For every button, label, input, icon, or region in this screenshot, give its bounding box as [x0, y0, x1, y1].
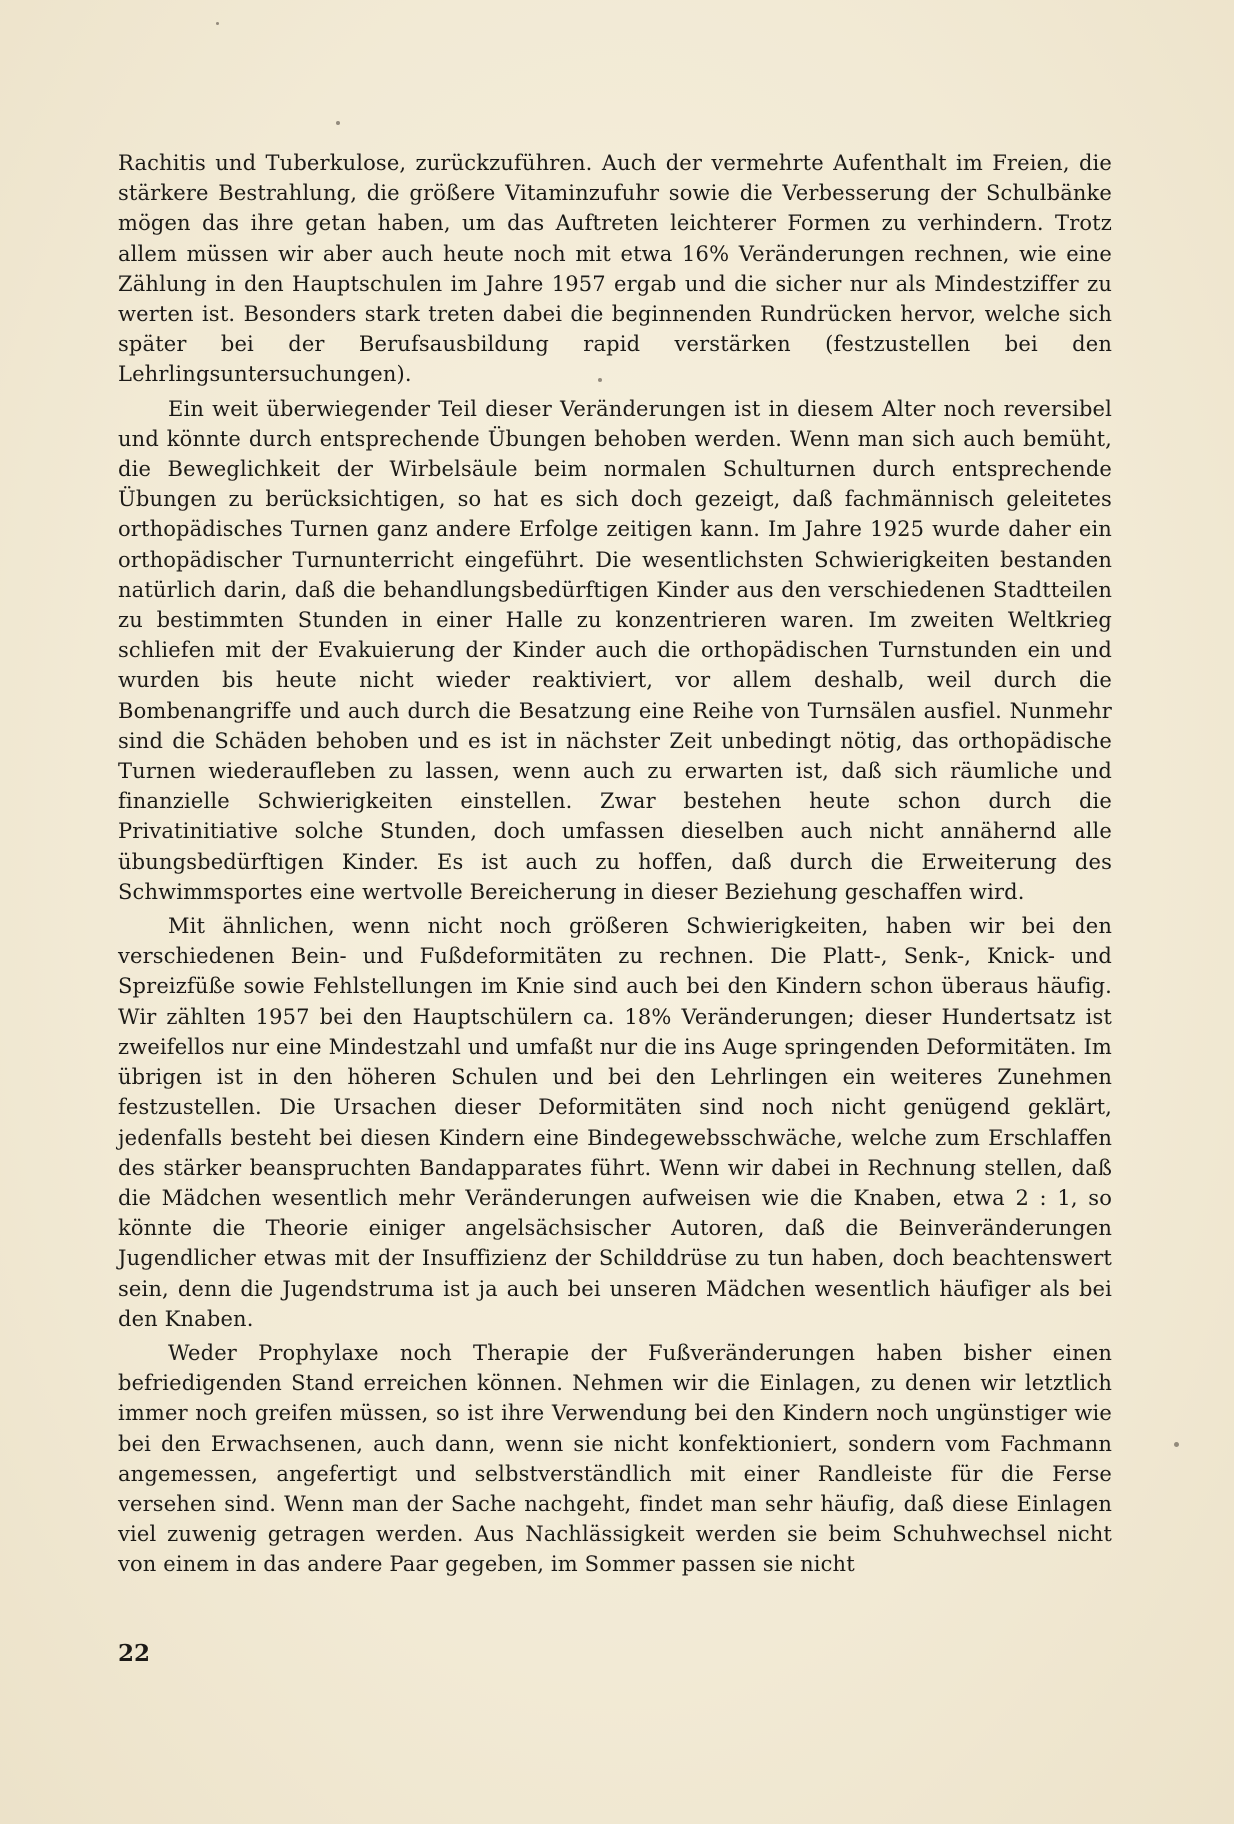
paragraph: Rachitis und Tuberkulose, zurückzuführen. Auch der vermehrte Aufenthalt im Freien, die stärkere Bestrahlung, die größere Vitaminzufuhr sowie die Verbesserung der Schulbänke mögen das ihre getan haben, um das Auftreten leichterer Formen zu verhindern. Trotz allem müssen wir aber auch heute noch mit etwa 16% Veränderungen rechnen, wie eine Zählung in den Hauptschulen im Jahre 1957 ergab und die sicher nur als Mindestziffer zu werten ist. Besonders stark treten dabei die beginnenden Rundrücken hervor, welche sich später bei der Berufsausbildung rapid verstärken (festzustellen bei den Lehrlingsuntersuchungen).	[118, 151, 1112, 387]
page-number: 22	[118, 1640, 151, 1667]
paragraph: Mit ähnlichen, wenn nicht noch größeren Schwierigkeiten, haben wir bei den verschiedenen Bein- und Fußdeformitäten zu rechnen. Die Platt-, Senk-, Knick- und Spreizfüße sowie Fehlstellungen im Knie sind auch bei den Kindern schon überaus häufig. Wir zählten 1957 bei den Hauptschülern ca. 18% Veränderungen; dieser Hundertsatz ist zweifellos nur eine Mindestzahl und umfaßt nur die ins Auge springenden Deformitäten. Im übrigen ist in den höheren Schulen und bei den Lehrlingen ein weiteres Zunehmen festzustellen. Die Ursachen dieser Deformitäten sind noch nicht genügend geklärt, jedenfalls besteht bei diesen Kindern eine Bindegewebsschwäche, welche zum Erschlaffen des stärker beanspruchten Bandapparates führt. Wenn wir dabei in Rechnung stellen, daß die Mädchen wesentlich mehr Veränderungen aufweisen wie die Knaben, etwa 2 : 1, so könnte die Theorie einiger angelsächsischer Autoren, daß die Beinveränderungen Jugendlicher etwas mit der Insuffizienz der Schilddrüse zu tun haben, doch beachtenswert sein, denn die Jugendstruma ist ja auch bei unseren Mädchen wesentlich häufiger als bei den Knaben.	[118, 914, 1112, 1331]
paper-speck	[1174, 1442, 1179, 1447]
body-text	[118, 148, 1112, 1584]
paragraph: Ein weit überwiegender Teil dieser Veränderungen ist in diesem Alter noch reversibel und könnte durch entsprechende Übungen behoben werden. Wenn man sich auch bemüht, die Beweglichkeit der Wirbelsäule beim normalen Schulturnen durch entsprechende Übungen zu berücksichtigen, so hat es sich doch gezeigt, daß fachmännisch geleitetes orthopädisches Turnen ganz andere Erfolge zeitigen kann. Im Jahre 1925 wurde daher ein orthopädischer Turnunterricht eingeführt. Die wesentlichsten Schwierigkeiten bestanden natürlich darin, daß die behandlungsbedürftigen Kinder aus den verschiedenen Stadtteilen zu bestimmten Stunden in einer Halle zu konzentrieren waren. Im zweiten Weltkrieg schliefen mit der Evakuierung der Kinder auch die orthopädischen Turnstunden ein und wurden bis heute nicht wieder reaktiviert, vor allem deshalb, weil durch die Bombenangriffe und auch durch die Besatzung eine Reihe von Turnsälen ausfiel. Nunmehr sind die Schäden behoben und es ist in nächster Zeit unbedingt nötig, das orthopädische Turnen wiederaufleben zu lassen, wenn auch zu erwarten ist, daß sich räumliche und finanzielle Schwierigkeiten einstellen. Zwar bestehen heute schon durch die Privatinitiative solche Stunden, doch umfassen dieselben auch nicht annähernd alle übungsbedürftigen Kinder. Es ist auch zu hoffen, daß durch die Erweiterung des Schwimmsportes eine wertvolle Bereicherung in dieser Beziehung geschaffen wird.	[118, 396, 1112, 904]
paper-speck	[216, 22, 219, 25]
paragraph: Weder Prophylaxe noch Therapie der Fußveränderungen haben bisher einen befriedigenden Stand erreichen können. Nehmen wir die Einlagen, zu denen wir letztlich immer noch greifen müssen, so ist ihre Verwendung bei den Kindern noch ungünstiger wie bei den Erwachsenen, auch dann, wenn sie nicht konfektioniert, sondern vom Fachmann angemessen, angefertigt und selbstverständlich mit einer Randleiste für die Ferse versehen sind. Wenn man der Sache nachgeht, findet man sehr häufig, daß diese Einlagen viel zuwenig getragen werden. Aus Nachlässigkeit werden sie beim Schuhwechsel nicht von einem in das andere Paar gegeben, im Sommer passen sie nicht	[118, 1340, 1112, 1577]
paper-speck	[336, 121, 340, 125]
